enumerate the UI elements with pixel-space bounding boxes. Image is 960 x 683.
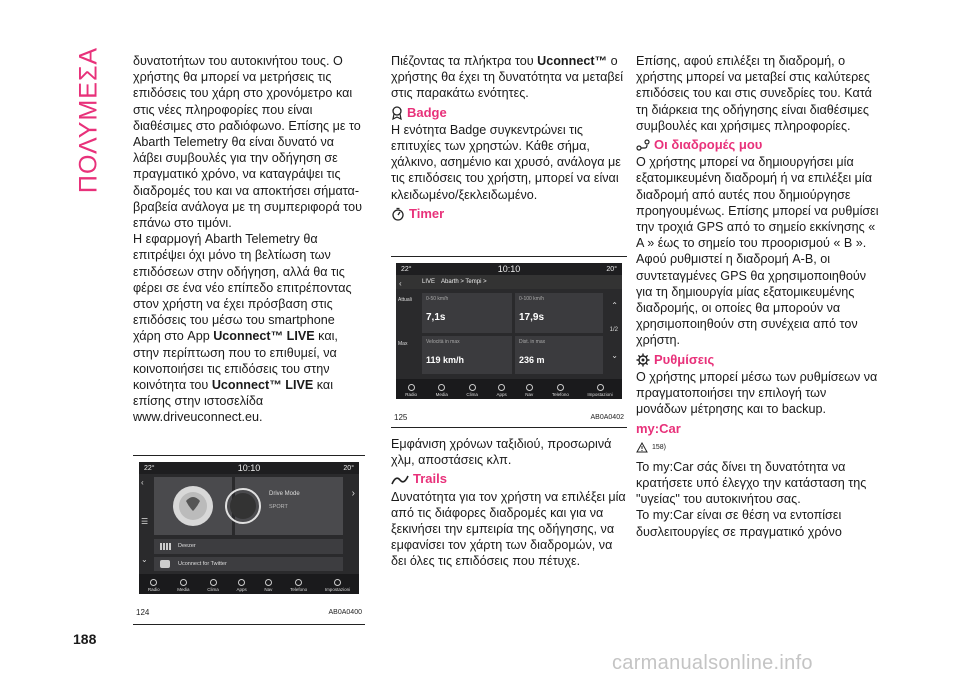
- paragraph: Ο χρήστης μπορεί να δημιουργήσει μία εξατομικευμένη διαδρομή ή να επιλέξει μία διαδρομή από αυτές που δημιούργησε προηγουμένως. Επίσης μπορεί να ρυθμίσει την τροχιά GPS από το σημείο εκκίνησης « A » έως το σημείο του προορισμού « B ». Αφού ρυθμιστεί η διαδρομή A-B, οι συντεταγμένες GPS θα χρησιμοποιηθούν για τη δημιουργία μίας εξατομικευμένης διαδρομής, οι οποίες θα μπορούν να χρησιμοποιηθούν στη συνέχεια από τον χρήστη.: [636, 155, 879, 348]
- column-1: [133, 53, 365, 426]
- gear-icon: [334, 579, 341, 586]
- gear-icon: [597, 384, 604, 391]
- page-number: 188: [73, 631, 97, 647]
- clima-icon: [210, 579, 217, 586]
- my-routes-heading: Οι διαδρομές μου: [636, 137, 880, 153]
- warning-icon: [636, 442, 648, 453]
- section-title: ΠΟΛΥΜΕΣΑ: [74, 46, 103, 194]
- chevron-down-icon: ⌄: [141, 555, 148, 564]
- apps-icon: [238, 579, 245, 586]
- settings-heading: Ρυθμίσεις: [636, 352, 880, 368]
- stopwatch-icon: [391, 207, 405, 221]
- status-bar: 22° 10:10 20°: [139, 462, 359, 474]
- nav-impostazioni: Impostazioni: [587, 384, 612, 397]
- breadcrumb: LIVE Abarth > Tempi >: [396, 275, 622, 289]
- gear-icon: [636, 353, 650, 367]
- nav-clima: Clima: [466, 384, 478, 397]
- nav-radio: Radio: [405, 384, 417, 397]
- twitter-tile: Uconnect for Twitter: [154, 557, 343, 571]
- nav-clima: Clima: [207, 579, 219, 592]
- abarth-logo-tile: [154, 477, 232, 535]
- trails-heading: Trails: [391, 471, 627, 487]
- paragraph: Εμφάνιση χρόνων ταξιδιού, προσωρινά χλμ, αποστάσεις κλπ.: [391, 437, 612, 468]
- figure-124: [133, 455, 365, 625]
- apps-icon: [498, 384, 505, 391]
- paragraph: Επίσης, αφού επιλέξει τη διαδρομή, ο χρήστης μπορεί να μεταβεί στις καλύτερες επιδόσεις του και στις συνεδρίες του. Κατά τη διάρκεια της οδήγησης είναι διαθέσιμες συμβουλές και χρήσιμες πληροφορίες.: [636, 54, 872, 133]
- figure-id: AB0A0402: [590, 414, 624, 421]
- chevron-down-icon: ⌄: [611, 351, 618, 360]
- screen-abarth-timer: [396, 263, 622, 399]
- clima-icon: [469, 384, 476, 391]
- nav-radio: Radio: [148, 579, 160, 592]
- phone-icon: [557, 384, 564, 391]
- drive-mode-tile: Drive Mode SPORT: [235, 477, 343, 535]
- back-icon: ‹: [399, 279, 402, 288]
- timer-heading: Timer: [391, 206, 627, 222]
- bottom-nav: [396, 379, 622, 399]
- bottom-nav: [139, 574, 359, 594]
- paragraph: Η ενότητα Badge συγκεντρώνει τις επιτυχίες των χρηστών. Κάθε σήμα, χάλκινο, ασημένιο και χρυσό, ανάλογα με τις επιδόσεις του χρήστη, μπορεί να είναι κλειδωμένο/ξεκλειδωμένο.: [391, 122, 621, 202]
- paragraph: Το my:Car είναι σε θέση να εντοπίσει δυσλειτουργίες σε πραγματικό χρόνο: [636, 508, 842, 539]
- figure-number: 124: [136, 608, 150, 617]
- nav-nav: Nav: [525, 384, 533, 397]
- nav-telefono: Telefono: [290, 579, 307, 592]
- column-3: [636, 53, 880, 540]
- route-icon: [391, 474, 409, 486]
- paragraph: δυνατοτήτων του αυτοκινήτου τους. Ο χρήστης θα μπορεί να μετρήσεις τις επιδόσεις του χάρη στο χρονόμετρο και στις νέες πληροφορίες που είναι διαθέσιμες στο ραδιόφωνο. Επίσης με το Abarth Telemetry θα είναι δυνατό να λάβει συμβουλές για την οδήγηση σε πραγματικό χρόνο, να καταγράψει τις διαδρομές του και να αποκτήσει σήματα-βραβεία ανάλογα με τη συμπεριφορά του επάνω στο τιμόνι.: [133, 54, 362, 231]
- page-indicator: 1/2: [609, 327, 618, 333]
- arrow-right-icon: ›: [351, 488, 355, 499]
- routes-icon: [636, 139, 650, 151]
- nav-media: Media: [436, 384, 448, 397]
- paragraph: Ο χρήστης μπορεί μέσω των ρυθμίσεων να πραγματοποιήσει την επιλογή των μονάδων μέτρησης και το backup.: [636, 369, 878, 417]
- figure-id: AB0A0400: [328, 609, 362, 616]
- watermark: carmanualsonline.info: [612, 652, 813, 674]
- nav-telefono: Telefono: [552, 384, 569, 397]
- media-icon: [438, 384, 445, 391]
- medal-icon: [391, 106, 403, 120]
- deezer-icon: [160, 543, 172, 550]
- figure-125: [391, 256, 627, 428]
- column-2-continued: [391, 436, 627, 570]
- tile-max-speed: Velocità in max 119 km/h: [422, 336, 512, 374]
- badge-heading: Badge: [391, 105, 627, 121]
- figure-number: 125: [394, 413, 408, 422]
- paragraph: Δυνατότητα για τον χρήστη να επιλέξει μία από τις διάφορες διαδρομές και για να ξεκινήσει την εμπειρία της οδήγησης, να εμφανίσει τον χάρτη των διαδρομών, να δει όλες τις επιδόσεις που πέτυχε.: [391, 489, 626, 569]
- scorpion-logo-icon: [154, 477, 232, 535]
- nav-media: Media: [177, 579, 189, 592]
- deezer-tile: Deezer: [154, 539, 343, 554]
- uconnect-icon: [160, 560, 170, 568]
- paragraph: Το my:Car σάς δίνει τη δυνατότητα να κρατήσετε υπό έλεγχο την κατάσταση της "υγείας" του αυτοκινήτου σας.: [636, 459, 867, 507]
- label-max: Max: [398, 341, 408, 347]
- paragraph: Η εφαρμογή Abarth Telemetry θα επιτρέψει όχι μόνο τη βελτίωση των επιδόσεων στην οδήγηση, αλλά θα τις φέρει σε ένα νέο επίπεδο επιτρέποντας στον χρήστη να έχει πρόσβαση στις επιδόσεις του μέσω του smartphone χάρη στο App Uconnect™ LIVE και, στην περίπτωση που το επιθυμεί, να κοινοποιήσει τις επιδόσεις του στην κοινότητα του Uconnect™ LIVE και επίσης στην ιστοσελίδα www.driveuconnect.eu.: [133, 232, 352, 425]
- nav-apps: Apps: [236, 579, 246, 592]
- gauge-icon: [223, 486, 263, 526]
- screen-abarth-home: [139, 462, 359, 594]
- mycar-heading: my:Car: [636, 421, 681, 437]
- compass-icon: [265, 579, 272, 586]
- nav-nav: Nav: [264, 579, 272, 592]
- nav-apps: Apps: [496, 384, 506, 397]
- arrow-left-icon: ‹: [141, 478, 144, 487]
- tile-speed2: 0-100 km/h 17,9s: [515, 293, 603, 333]
- paragraph: Πιέζοντας τα πλήκτρα του Uconnect™ ο χρήστης θα έχει τη δυνατότητα να μεταβεί στις παρακάτω ενότητες.: [391, 54, 624, 101]
- warning-reference: 158): [636, 440, 880, 456]
- compass-icon: [526, 384, 533, 391]
- label-current: Attuali: [398, 297, 412, 303]
- phone-icon: [295, 579, 302, 586]
- radio-icon: [408, 384, 415, 391]
- tile-max-distance: Dist. in max 236 m: [515, 336, 603, 374]
- status-bar: 22° 10:10 20°: [396, 263, 622, 275]
- column-2: [391, 53, 627, 223]
- screen-side-arrows: [141, 478, 153, 564]
- nav-impostazioni: Impostazioni: [325, 579, 350, 592]
- tile-speed1: 0-50 km/h 7,1s: [422, 293, 512, 333]
- menu-icon: ☰: [141, 516, 149, 526]
- chevron-up-icon: ⌃: [611, 301, 618, 310]
- media-icon: [180, 579, 187, 586]
- radio-icon: [150, 579, 157, 586]
